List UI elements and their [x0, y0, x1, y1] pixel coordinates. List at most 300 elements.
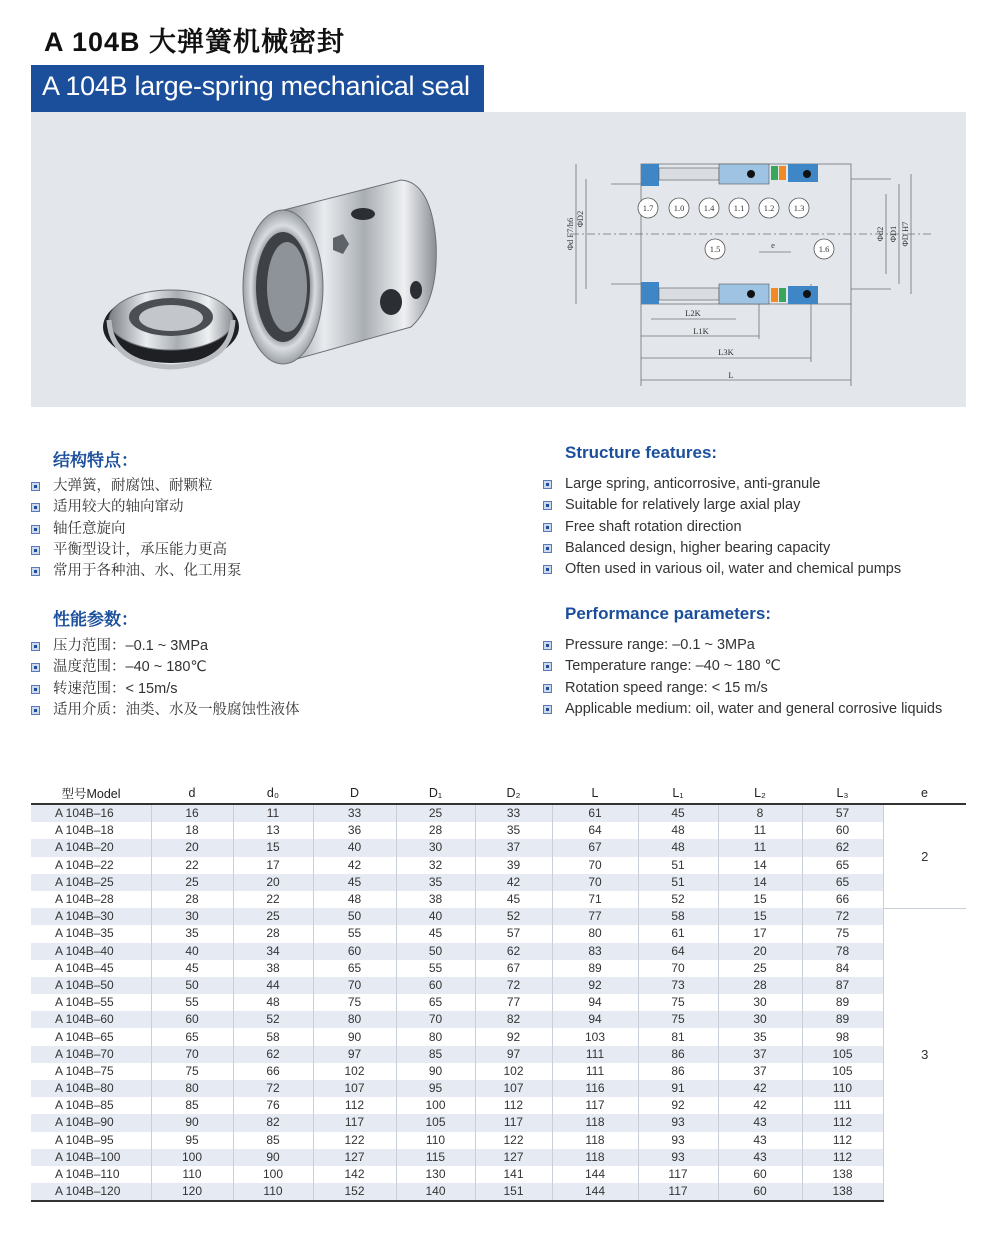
cell-value: 28 [396, 822, 475, 839]
cell-value: 144 [552, 1183, 638, 1201]
cell-value: 86 [638, 1063, 718, 1080]
bullet-icon [543, 501, 552, 510]
cell-model: A 104B–40 [31, 943, 151, 960]
cell-value: 11 [718, 839, 802, 856]
bullet-icon [543, 641, 552, 650]
cell-value: 76 [233, 1097, 313, 1114]
table-row [31, 925, 966, 942]
dim-l3k: L3K [718, 347, 734, 357]
cell-value: 80 [396, 1028, 475, 1045]
cell-value: 60 [718, 1183, 802, 1201]
list-item: 常用于各种油、水、化工用泵 [31, 561, 242, 582]
cell-value: 100 [396, 1097, 475, 1114]
table-row [31, 943, 966, 960]
cell-value: 35 [718, 1028, 802, 1045]
dim-d-f7h6: Φd F7/h6 [565, 217, 575, 251]
cell-value: 48 [638, 822, 718, 839]
cell-value: 89 [802, 1011, 883, 1028]
cell-value: 58 [638, 908, 718, 925]
cell-value: 61 [552, 804, 638, 822]
cell-value: 38 [233, 960, 313, 977]
bullet-icon [543, 662, 552, 671]
cell-value: 45 [396, 925, 475, 942]
list-item: Large spring, anticorrosive, anti-granule [543, 474, 901, 495]
cell-value: 95 [151, 1132, 233, 1149]
cell-value: 44 [233, 977, 313, 994]
col-header-d0: d₀ [233, 783, 313, 804]
cell-value: 25 [718, 960, 802, 977]
callout-1-2: 1.2 [763, 203, 775, 213]
cell-value: 122 [475, 1132, 552, 1149]
cell-value: 35 [475, 822, 552, 839]
features-heading-en: Structure features: [565, 443, 718, 462]
cell-value: 80 [552, 925, 638, 942]
cell-value: 45 [638, 804, 718, 822]
product-hero [31, 112, 966, 407]
cell-value: 42 [718, 1080, 802, 1097]
cell-value: 37 [718, 1046, 802, 1063]
section-drawing [531, 124, 951, 404]
callout-1-7: 1.7 [642, 203, 654, 213]
cell-model: A 104B–95 [31, 1132, 151, 1149]
cell-value: 13 [233, 822, 313, 839]
cell-value: 20 [718, 943, 802, 960]
cell-value: 20 [233, 874, 313, 891]
cell-value: 103 [552, 1028, 638, 1045]
cell-value: 11 [718, 822, 802, 839]
cell-value: 45 [313, 874, 396, 891]
callout-1-4: 1.4 [703, 203, 715, 213]
cell-value: 118 [552, 1114, 638, 1131]
cell-value: 60 [718, 1166, 802, 1183]
cell-value: 38 [396, 891, 475, 908]
cell-value: 60 [396, 977, 475, 994]
cell-value: 36 [313, 822, 396, 839]
cell-value: 42 [313, 857, 396, 874]
cell-value: 142 [313, 1166, 396, 1183]
dim-d-h7: ΦD H7 [900, 221, 910, 247]
cell-value: 138 [802, 1166, 883, 1183]
cell-value: 43 [718, 1114, 802, 1131]
callout-1-5: 1.5 [709, 244, 721, 254]
cell-value: 57 [475, 925, 552, 942]
list-item: 压力范围：–0.1 ~ 3MPa [31, 636, 300, 657]
cell-value: 152 [313, 1183, 396, 1201]
cell-value: 112 [802, 1132, 883, 1149]
cell-value: 110 [233, 1183, 313, 1201]
cell-value: 90 [396, 1063, 475, 1080]
cell-value: 81 [638, 1028, 718, 1045]
cell-value: 45 [475, 891, 552, 908]
cell-value: 65 [802, 874, 883, 891]
cell-value: 42 [718, 1097, 802, 1114]
cell-value: 57 [802, 804, 883, 822]
cell-value: 85 [151, 1097, 233, 1114]
cell-value: 93 [638, 1149, 718, 1166]
col-header-e: e [883, 783, 966, 804]
table-row [31, 1080, 966, 1097]
cell-model: A 104B–18 [31, 822, 151, 839]
dim-e: e [771, 240, 775, 250]
cell-value: 65 [313, 960, 396, 977]
cell-value: 92 [552, 977, 638, 994]
cell-model: A 104B–25 [31, 874, 151, 891]
cell-value: 35 [396, 874, 475, 891]
cell-model: A 104B–45 [31, 960, 151, 977]
cell-value: 40 [396, 908, 475, 925]
cell-value: 92 [638, 1097, 718, 1114]
cell-value: 117 [638, 1183, 718, 1201]
cell-value: 93 [638, 1114, 718, 1131]
cell-value: 62 [475, 943, 552, 960]
cell-value: 48 [313, 891, 396, 908]
cell-value: 15 [718, 908, 802, 925]
cell-model: A 104B–28 [31, 891, 151, 908]
cell-value: 37 [475, 839, 552, 856]
cell-value: 141 [475, 1166, 552, 1183]
cell-model: A 104B–60 [31, 1011, 151, 1028]
bullet-icon [543, 523, 552, 532]
cell-value: 94 [552, 994, 638, 1011]
bullet-icon [31, 525, 40, 534]
list-item: Rotation speed range: < 15 m/s [543, 678, 942, 699]
bullet-icon [543, 480, 552, 489]
table-row [31, 839, 966, 856]
cell-value: 52 [475, 908, 552, 925]
cell-e-group: 3 [883, 908, 966, 1201]
cell-value: 52 [638, 891, 718, 908]
cell-value: 100 [233, 1166, 313, 1183]
cell-value: 40 [151, 943, 233, 960]
cell-value: 112 [475, 1097, 552, 1114]
list-item: 适用介质：油类、水及一般腐蚀性液体 [31, 700, 300, 721]
list-item: 平衡型设计，承压能力更高 [31, 540, 242, 561]
cell-value: 151 [475, 1183, 552, 1201]
cell-value: 60 [151, 1011, 233, 1028]
bullet-icon [31, 706, 40, 715]
cell-value: 122 [313, 1132, 396, 1149]
cell-value: 28 [233, 925, 313, 942]
table-row [31, 822, 966, 839]
cell-model: A 104B–75 [31, 1063, 151, 1080]
cell-value: 48 [638, 839, 718, 856]
bullet-icon [31, 642, 40, 651]
list-item: 适用较大的轴向窜动 [31, 497, 242, 518]
cell-value: 67 [552, 839, 638, 856]
cell-value: 72 [475, 977, 552, 994]
cell-value: 65 [802, 857, 883, 874]
cell-value: 86 [638, 1046, 718, 1063]
cell-value: 117 [475, 1114, 552, 1131]
list-item: Balanced design, higher bearing capacity [543, 538, 901, 559]
table-row [31, 977, 966, 994]
bullet-icon [543, 705, 552, 714]
cell-value: 127 [475, 1149, 552, 1166]
table-row [31, 1046, 966, 1063]
dim-d0: Φd2 [875, 226, 885, 242]
cell-value: 11 [233, 804, 313, 822]
dim-l: L [728, 370, 734, 380]
cell-value: 73 [638, 977, 718, 994]
cell-value: 62 [233, 1046, 313, 1063]
cell-value: 105 [396, 1114, 475, 1131]
cell-value: 92 [475, 1028, 552, 1045]
page-title-en: A 104B large-spring mechanical seal [42, 71, 470, 101]
col-header-d: d [151, 783, 233, 804]
cell-value: 60 [313, 943, 396, 960]
cell-value: 18 [151, 822, 233, 839]
cell-value: 65 [396, 994, 475, 1011]
dim-l2k: L2K [685, 308, 701, 318]
cell-value: 117 [552, 1097, 638, 1114]
cell-value: 15 [233, 839, 313, 856]
cell-value: 66 [802, 891, 883, 908]
table-row [31, 804, 966, 822]
bullet-icon [31, 546, 40, 555]
cell-value: 90 [151, 1114, 233, 1131]
cell-value: 35 [151, 925, 233, 942]
cell-value: 70 [396, 1011, 475, 1028]
bullet-icon [543, 565, 552, 574]
cell-value: 77 [552, 908, 638, 925]
list-item: Temperature range: –40 ~ 180 ℃ [543, 656, 942, 677]
cell-value: 95 [396, 1080, 475, 1097]
cell-model: A 104B–65 [31, 1028, 151, 1045]
cell-value: 17 [718, 925, 802, 942]
cell-model: A 104B–100 [31, 1149, 151, 1166]
cell-value: 72 [233, 1080, 313, 1097]
col-header-L3: L₃ [802, 783, 883, 804]
cell-value: 67 [475, 960, 552, 977]
bullet-icon [543, 544, 552, 553]
bullet-icon [31, 663, 40, 672]
cell-value: 25 [396, 804, 475, 822]
cell-value: 51 [638, 857, 718, 874]
cell-value: 52 [233, 1011, 313, 1028]
spec-table-body [31, 804, 966, 1201]
table-row [31, 1063, 966, 1080]
cell-value: 89 [552, 960, 638, 977]
cell-value: 130 [396, 1166, 475, 1183]
cell-value: 115 [396, 1149, 475, 1166]
cell-value: 127 [313, 1149, 396, 1166]
cell-value: 28 [718, 977, 802, 994]
cell-value: 75 [638, 1011, 718, 1028]
cell-value: 33 [313, 804, 396, 822]
cell-value: 51 [638, 874, 718, 891]
cell-value: 45 [151, 960, 233, 977]
cell-value: 30 [396, 839, 475, 856]
cell-value: 110 [802, 1080, 883, 1097]
cell-value: 80 [151, 1080, 233, 1097]
cell-value: 75 [802, 925, 883, 942]
cell-value: 58 [233, 1028, 313, 1045]
cell-value: 66 [233, 1063, 313, 1080]
cell-value: 144 [552, 1166, 638, 1183]
cell-value: 102 [313, 1063, 396, 1080]
col-header-L1: L₁ [638, 783, 718, 804]
bullet-icon [31, 503, 40, 512]
stationary-ring [103, 290, 239, 367]
cell-value: 28 [151, 891, 233, 908]
cell-value: 39 [475, 857, 552, 874]
table-row [31, 960, 966, 977]
performance-heading-en: Performance parameters: [565, 604, 771, 623]
cell-model: A 104B–22 [31, 857, 151, 874]
cell-value: 118 [552, 1149, 638, 1166]
bullet-icon [31, 567, 40, 576]
callout-1-6: 1.6 [818, 244, 830, 254]
table-row [31, 1132, 966, 1149]
cell-value: 112 [802, 1114, 883, 1131]
features-list-en [543, 474, 901, 580]
cell-value: 72 [802, 908, 883, 925]
cell-model: A 104B–50 [31, 977, 151, 994]
cell-value: 48 [233, 994, 313, 1011]
callout-1-0: 1.0 [673, 203, 685, 213]
cell-value: 30 [718, 1011, 802, 1028]
cell-value: 87 [802, 977, 883, 994]
table-row [31, 874, 966, 891]
cell-value: 120 [151, 1183, 233, 1201]
dim-d2: ΦD2 [575, 210, 585, 228]
cell-value: 64 [552, 822, 638, 839]
callout-1-3: 1.3 [793, 203, 805, 213]
cell-value: 70 [151, 1046, 233, 1063]
cell-value: 33 [475, 804, 552, 822]
cell-value: 94 [552, 1011, 638, 1028]
cell-model: A 104B–80 [31, 1080, 151, 1097]
cell-model: A 104B–110 [31, 1166, 151, 1183]
cell-value: 75 [313, 994, 396, 1011]
cell-value: 90 [313, 1028, 396, 1045]
cell-value: 90 [233, 1149, 313, 1166]
cell-value: 107 [475, 1080, 552, 1097]
col-header-D2: D₂ [475, 783, 552, 804]
cell-value: 112 [313, 1097, 396, 1114]
bullet-icon [31, 685, 40, 694]
cell-value: 55 [396, 960, 475, 977]
table-row [31, 891, 966, 908]
bullet-icon [543, 684, 552, 693]
cell-value: 62 [802, 839, 883, 856]
cell-value: 25 [233, 908, 313, 925]
cell-value: 112 [802, 1149, 883, 1166]
cell-value: 43 [718, 1132, 802, 1149]
performance-heading-cn: 性能参数： [53, 610, 138, 629]
cell-value: 80 [313, 1011, 396, 1028]
table-row [31, 1097, 966, 1114]
cell-value: 117 [638, 1166, 718, 1183]
cell-value: 43 [718, 1149, 802, 1166]
features-heading-cn: 结构特点： [53, 451, 138, 470]
list-item: Pressure range: –0.1 ~ 3MPa [543, 635, 942, 656]
cell-value: 55 [313, 925, 396, 942]
cell-value: 91 [638, 1080, 718, 1097]
cell-e-group: 2 [883, 804, 966, 908]
cell-value: 105 [802, 1063, 883, 1080]
product-photo [101, 152, 491, 392]
cell-value: 8 [718, 804, 802, 822]
cell-value: 98 [802, 1028, 883, 1045]
list-item: Free shaft rotation direction [543, 517, 901, 538]
table-row [31, 1166, 966, 1183]
cell-value: 65 [151, 1028, 233, 1045]
cell-value: 61 [638, 925, 718, 942]
cell-model: A 104B–20 [31, 839, 151, 856]
cell-value: 111 [552, 1063, 638, 1080]
cell-value: 84 [802, 960, 883, 977]
cell-value: 100 [151, 1149, 233, 1166]
cell-value: 138 [802, 1183, 883, 1201]
page-title-cn: A 104B 大弹簧机械密封 [44, 27, 346, 57]
cell-value: 60 [802, 822, 883, 839]
cell-value: 50 [396, 943, 475, 960]
table-row [31, 1183, 966, 1201]
cell-value: 70 [313, 977, 396, 994]
list-item: Often used in various oil, water and chemical pumps [543, 559, 901, 580]
cell-value: 17 [233, 857, 313, 874]
cell-value: 22 [151, 857, 233, 874]
cell-value: 32 [396, 857, 475, 874]
cell-value: 20 [151, 839, 233, 856]
performance-list-cn [31, 636, 300, 721]
spec-table [31, 783, 966, 1202]
dim-l1k: L1K [693, 326, 709, 336]
seal-assembly [243, 180, 436, 364]
cell-value: 15 [718, 891, 802, 908]
col-header-model: 型号Model [31, 783, 151, 804]
cell-value: 111 [802, 1097, 883, 1114]
cell-value: 82 [475, 1011, 552, 1028]
cell-value: 14 [718, 874, 802, 891]
dim-d1: ΦD1 [888, 225, 898, 243]
cell-value: 25 [151, 874, 233, 891]
cell-model: A 104B–70 [31, 1046, 151, 1063]
list-item: 转速范围：< 15m/s [31, 679, 300, 700]
cell-value: 42 [475, 874, 552, 891]
cell-value: 83 [552, 943, 638, 960]
cell-value: 22 [233, 891, 313, 908]
cell-value: 97 [475, 1046, 552, 1063]
cell-value: 118 [552, 1132, 638, 1149]
cell-value: 82 [233, 1114, 313, 1131]
cell-value: 71 [552, 891, 638, 908]
col-header-D: D [313, 783, 396, 804]
cell-model: A 104B–16 [31, 804, 151, 822]
table-row [31, 1149, 966, 1166]
col-header-L2: L₂ [718, 783, 802, 804]
cell-model: A 104B–30 [31, 908, 151, 925]
table-row [31, 1114, 966, 1131]
col-header-D1: D₁ [396, 783, 475, 804]
cell-value: 105 [802, 1046, 883, 1063]
list-item: 轴任意旋向 [31, 519, 242, 540]
cell-model: A 104B–85 [31, 1097, 151, 1114]
cell-value: 70 [638, 960, 718, 977]
table-row [31, 908, 966, 925]
cell-model: A 104B–55 [31, 994, 151, 1011]
cell-value: 89 [802, 994, 883, 1011]
cell-value: 85 [396, 1046, 475, 1063]
table-row [31, 1011, 966, 1028]
list-item: Applicable medium: oil, water and general corrosive liquids [543, 699, 942, 720]
bullet-icon [31, 482, 40, 491]
cell-value: 50 [313, 908, 396, 925]
cell-value: 102 [475, 1063, 552, 1080]
callout-1-1: 1.1 [733, 203, 745, 213]
cell-value: 50 [151, 977, 233, 994]
